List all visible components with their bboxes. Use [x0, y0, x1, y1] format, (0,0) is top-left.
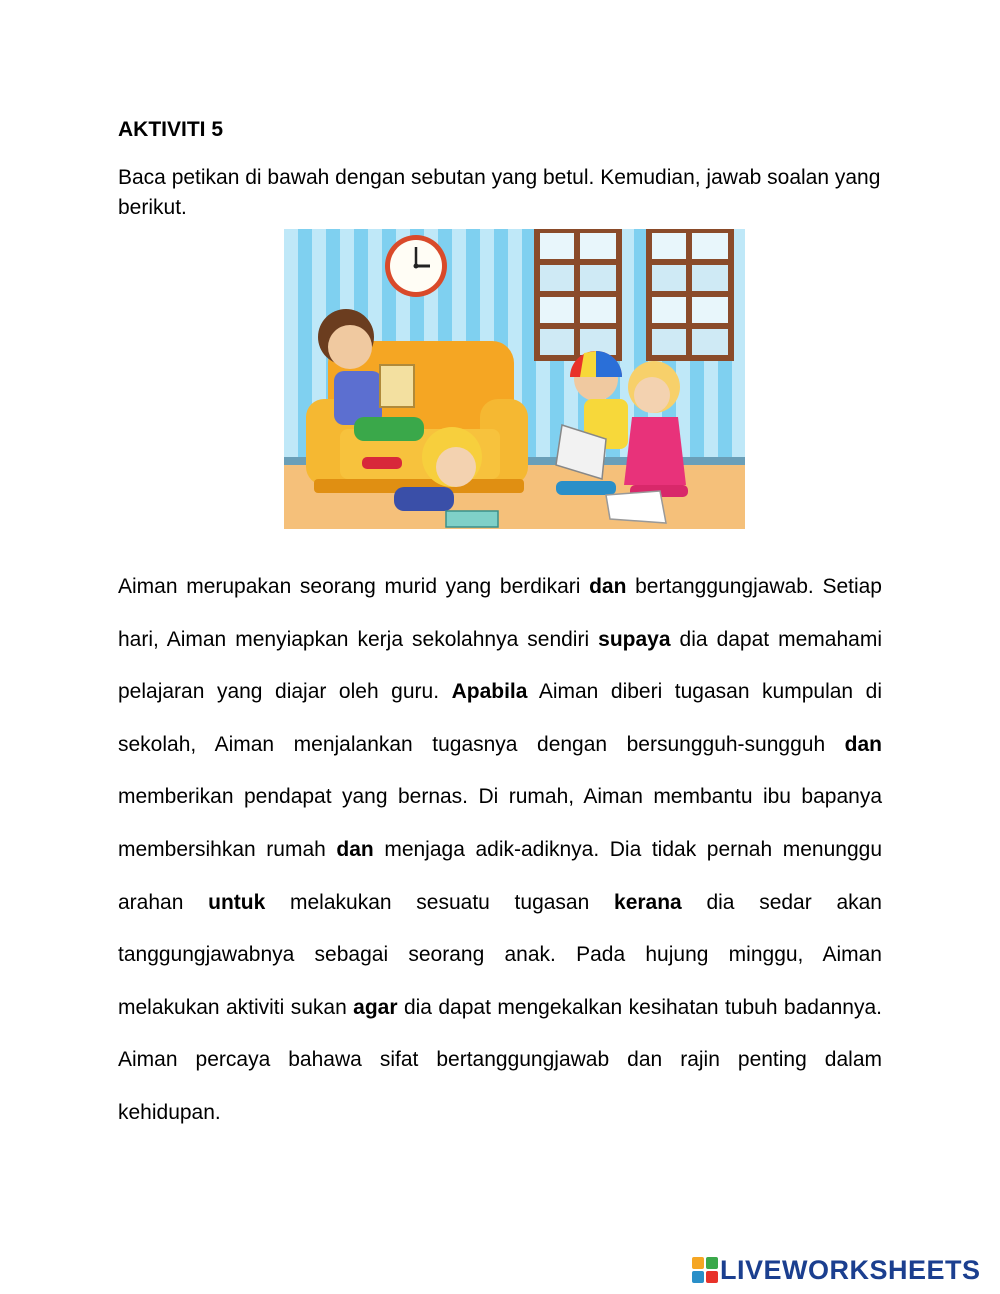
- reading-passage: [118, 561, 882, 1140]
- connector-word: dan: [844, 732, 882, 756]
- illustration-children-reading: [284, 229, 745, 529]
- liveworksheets-logo: [692, 1253, 981, 1287]
- passage-text: memberikan pendapat yang bernas. Di rumah, Aiman membantu ibu bapanya membersihkan rumah: [118, 785, 882, 861]
- instruction-text: Baca petikan di bawah dengan sebutan yang betul. Kemudian, jawab soalan yang berikut.: [118, 166, 881, 219]
- connector-word: untuk: [208, 890, 266, 914]
- connector-word: supaya: [598, 627, 671, 651]
- passage-text: dia sedar akan tanggungjawabnya sebagai seorang anak. Pada hujung minggu, Aiman melakukan aktiviti sukan: [118, 890, 882, 1019]
- passage-text: Aiman merupakan seorang murid yang berdikari: [118, 575, 590, 598]
- connector-word: dan: [336, 837, 374, 861]
- passage-text: melakukan sesuatu tugasan: [265, 890, 615, 914]
- girl-kneeling: [624, 361, 688, 497]
- paper-on-floor: [606, 491, 666, 523]
- passage-text: Aiman diberi tugasan kumpulan di sekolah, Aiman menjalankan tugasnya dengan bersungguh-sungguh: [118, 680, 882, 756]
- liveworksheets-logo-icon: [692, 1257, 718, 1283]
- logo-text: LIVEWORKSHEETS: [720, 1254, 981, 1285]
- connector-word: Apabila: [451, 680, 528, 704]
- connector-word: agar: [353, 995, 398, 1019]
- passage-text: menjaga adik-adiknya. Dia tidak pernah menunggu arahan: [118, 837, 882, 914]
- window-right: [646, 229, 734, 361]
- connector-word: kerana: [614, 890, 682, 914]
- passage-text: dia dapat mengekalkan kesihatan tubuh badannya. Aiman percaya bahawa sifat bertanggungjawab dan rajin penting dalam kehidupan.: [118, 995, 883, 1124]
- window-left: [534, 229, 622, 361]
- activity-heading: AKTIVITI 5: [118, 118, 224, 141]
- wall-clock-icon: [385, 235, 447, 297]
- passage-text: dia dapat memahami pelajaran yang diajar oleh guru.: [118, 627, 882, 704]
- connector-word: dan: [589, 575, 627, 598]
- passage-text: bertanggungjawab. Setiap hari, Aiman menyiapkan kerja sekolahnya sendiri: [118, 575, 882, 651]
